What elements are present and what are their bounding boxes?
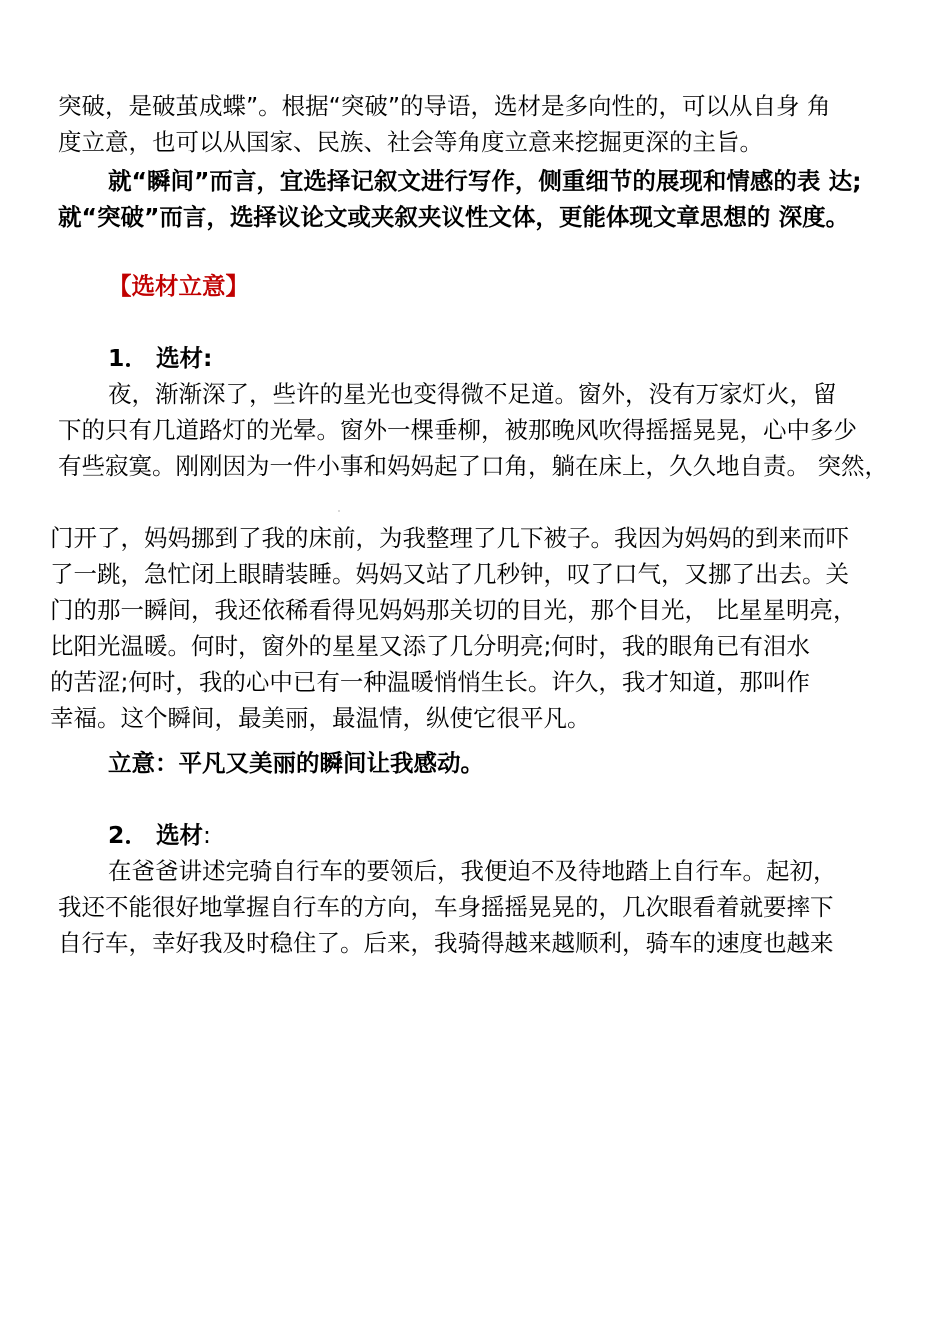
item2-heading-colon: : [203, 821, 211, 849]
item2-heading [108, 817, 211, 853]
item1-line-1: 夜，渐渐深了，些许的星光也变得微不足道。窗外，没有万家灯火，留 [108, 380, 837, 408]
intro-bold-line-1: 就“瞬间”而言，宜选择记叙文进行写作，侧重细节的展现和情感的表 达; [108, 167, 862, 195]
item1-line-4: 门开了，妈妈挪到了我的床前，为我整理了几下被子。我因为妈妈的到来而吓 [50, 524, 849, 552]
item1-line-6: 门的那一瞬间，我还依稀看得见妈妈那关切的目光，那个目光， 比星星明亮， [50, 596, 857, 624]
item1-line-7: 比阳光温暖。何时，窗外的星星又添了几分明亮;何时，我的眼角已有泪水 [50, 632, 810, 660]
item1-line-9: 幸福。这个瞬间，最美丽，最温情，纵使它很平凡。 [50, 704, 591, 732]
item1-theme: 立意：平凡又美丽的瞬间让我感动。 [108, 749, 484, 777]
item1-line-5: 了一跳，急忙闭上眼睛装睡。妈妈又站了几秒钟，叹了口气，又挪了出去。关 [50, 560, 849, 588]
item2-line-2: 我还不能很好地掌握自行车的方向，车身摇摇晃晃的，几次眼看着就要摔下 [58, 893, 834, 921]
intro-line-2: 度立意，也可以从国家、民族、社会等角度立意来挖掘更深的主旨。 [58, 128, 763, 156]
item2-heading-label: 2． 选材 [108, 821, 204, 849]
intro-bold-line-2: 就“突破”而言，选择议论文或夹叙夹议性文体，更能体现文章思想的 深度。 [58, 203, 850, 231]
section-heading: 【选材立意】 [108, 272, 249, 300]
item1-line-8: 的苦涩;何时，我的心中已有一种温暖悄悄生长。许久，我才知道，那叫作 [50, 668, 810, 696]
item1-heading: 1． 选材: [108, 344, 213, 372]
item2-line-1: 在爸爸讲述完骑自行车的要领后，我便迫不及待地踏上自行车。起初， [108, 857, 837, 885]
item2-line-3: 自行车，幸好我及时稳住了。后来，我骑得越来越顺利，骑车的速度也越来 [58, 929, 834, 957]
item1-line-3: 有些寂寞。刚刚因为一件小事和妈妈起了口角，躺在床上，久久地自责。 突然， [58, 452, 888, 480]
item1-line-2: 下的只有几道路灯的光晕。窗外一棵垂柳，被那晚风吹得摇摇晃晃，心中多少 [58, 416, 857, 444]
intro-line-1: 突破，是破茧成蝶”。根据“突破”的导语，选材是多向性的，可以从自身 角 [58, 92, 831, 120]
scan-artifact-dot [338, 510, 340, 512]
